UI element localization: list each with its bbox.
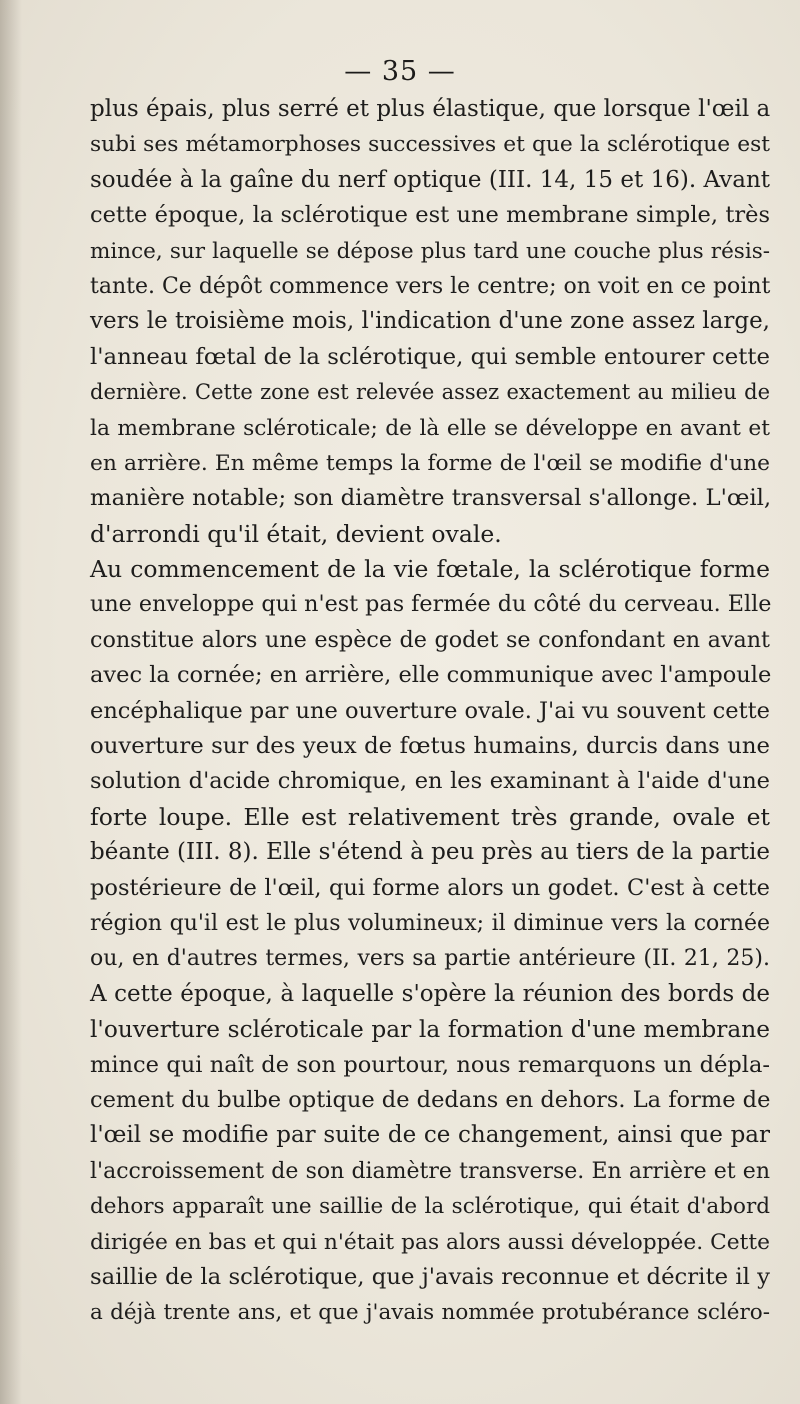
text-line: constitue alors une espèce de godet se confondant en avant	[90, 626, 770, 653]
text-line: l'ouverture scléroticale par la formation d'une membrane	[90, 1016, 770, 1044]
text-line: l'anneau fœtal de la sclérotique, qui semble entourer cette	[90, 343, 770, 370]
text-line: forte loupe. Elle est relativement très grande, ovale et	[90, 802, 770, 831]
text-line: Au commencement de la vie fœtale, la sclérotique forme	[90, 555, 770, 584]
text-line: saillie de la sclérotique, que j'avais reconnue et décrite il y	[90, 1263, 770, 1290]
page-number: — 35 —	[344, 56, 456, 87]
text-line: l'œil se modifie par suite de ce changement, ainsi que par	[90, 1122, 770, 1149]
text-line: solution d'acide chromique, en les examinant à l'aide d'une	[90, 768, 770, 795]
text-line: dehors apparaît une saillie de la sclérotique, qui était d'abord	[90, 1194, 770, 1220]
text-line: ou, en d'autres termes, vers sa partie antérieure (II. 21, 25).	[90, 946, 770, 972]
text-line: encéphalique par une ouverture ovale. J'ai vu souvent cette	[90, 697, 770, 724]
text-line: subi ses métamorphoses successives et que la sclérotique est	[90, 132, 770, 158]
text-line: mince qui naît de son pourtour, nous remarquons un dépla-	[90, 1051, 770, 1078]
text-line: en arrière. En même temps la forme de l'œil se modifie d'une	[90, 450, 770, 476]
text-line: soudée à la gaîne du nerf optique (III. 14, 15 et 16). Avant	[90, 166, 770, 193]
text-line: vers le troisième mois, l'indication d'une zone assez large,	[90, 308, 770, 335]
text-line: plus épais, plus serré et plus élastique, que lorsque l'œil a	[90, 96, 771, 122]
text-line: la membrane scléroticale; de là elle se développe en avant et	[90, 415, 770, 441]
text-line: manière notable; son diamètre transversal s'allonge. L'œil,	[90, 485, 772, 512]
text-line: dernière. Cette zone est relevée assez exactement au milieu de	[90, 380, 770, 405]
text-line: cement du bulbe optique de dedans en dehors. La forme de	[90, 1086, 771, 1113]
text-line: avec la cornée; en arrière, elle communique avec l'ampoule	[90, 662, 772, 689]
body-text	[90, 92, 770, 1331]
text-line: béante (III. 8). Elle s'étend à peu près au tiers de la partie	[90, 839, 770, 866]
text-line: postérieure de l'œil, qui forme alors un godet. C'est à cette	[90, 874, 770, 901]
text-line: une enveloppe qui n'est pas fermée du côté du cerveau. Elle	[90, 591, 772, 618]
text-line: mince, sur laquelle se dépose plus tard une couche plus résis-	[90, 238, 770, 264]
text-line: dirigée en bas et qui n'était pas alors aussi développée. Cette	[90, 1229, 770, 1255]
text-line: région qu'il est le plus volumineux; il diminue vers la cornée	[90, 910, 770, 936]
text-line: l'accroissement de son diamètre transverse. En arrière et en	[90, 1158, 770, 1184]
text-line: d'arrondi qu'il était, devient ovale.	[90, 519, 502, 548]
spine-shadow	[0, 0, 22, 1404]
text-line: A cette époque, à laquelle s'opère la réunion des bords de	[90, 980, 770, 1007]
text-line: cette époque, la sclérotique est une membrane simple, très	[90, 202, 770, 229]
text-line: a déjà trente ans, et que j'avais nommée protubérance scléro-	[90, 1300, 770, 1326]
text-line: tante. Ce dépôt commence vers le centre; on voit en ce point	[90, 273, 771, 299]
text-line: ouverture sur des yeux de fœtus humains, durcis dans une	[90, 733, 770, 760]
